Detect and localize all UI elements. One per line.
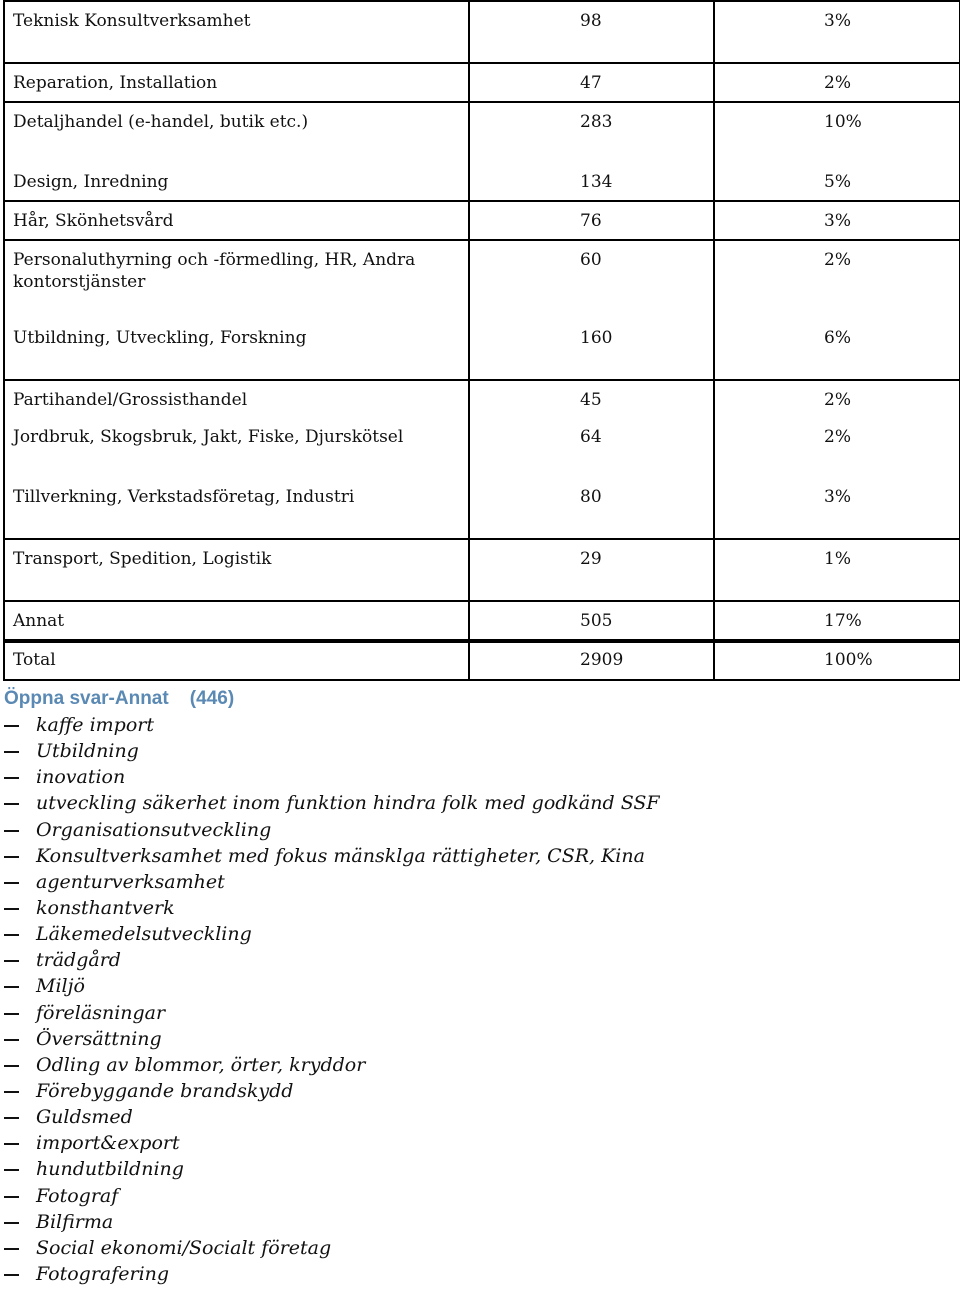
category-label-cell: [4, 1, 469, 63]
category-label: Personaluthyrning och -förmedling, HR, Andra kontorstjänster: [13, 250, 416, 292]
answer-text: Läkemedelsutveckling: [36, 923, 252, 946]
table-row: [4, 380, 960, 418]
total-label: Total: [13, 650, 56, 670]
dash-bullet-icon: [4, 856, 19, 858]
category-percent-cell: [714, 102, 960, 163]
answer-text: Organisationsutveckling: [36, 818, 272, 841]
category-label: Teknisk Konsultverksamhet: [13, 11, 251, 31]
answer-text: Fotograf: [36, 1184, 119, 1207]
category-percent: 5%: [824, 172, 851, 192]
category-percent-cell: [714, 478, 960, 539]
dash-bullet-icon: [4, 751, 19, 753]
category-count: 29: [580, 549, 602, 569]
answer-text: Konsultverksamhet med fokus mänsklga rättigheter, CSR, Kina: [36, 844, 645, 867]
total-count-cell: [469, 641, 714, 680]
category-label-cell: [4, 478, 469, 539]
answer-text: konsthantverk: [36, 896, 175, 919]
answer-text: Fotografering: [36, 1262, 170, 1285]
category-percent-cell: [714, 1, 960, 63]
category-percent-cell: [714, 201, 960, 240]
dash-bullet-icon: [4, 908, 19, 910]
category-count: 505: [580, 611, 613, 631]
table-row: [4, 539, 960, 601]
category-count: 283: [580, 112, 613, 132]
table-row: [4, 63, 960, 102]
table-row: [4, 201, 960, 240]
category-count-cell: [469, 102, 714, 163]
dash-bullet-icon: [4, 1065, 19, 1067]
category-percent: 3%: [824, 487, 851, 507]
category-count: 160: [580, 328, 613, 348]
category-percent: 3%: [824, 11, 851, 31]
category-label-cell: [4, 163, 469, 201]
answer-text: Förebyggande brandskydd: [36, 1079, 294, 1102]
dash-bullet-icon: [4, 960, 19, 962]
answer-text: Utbildning: [36, 740, 139, 763]
total-percent: 100%: [824, 650, 873, 670]
category-count: 98: [580, 11, 602, 31]
open-answers-title: Öppna svar-Annat (446): [4, 688, 235, 709]
category-label: Partihandel/Grossisthandel: [13, 390, 248, 410]
category-label: Reparation, Installation: [13, 73, 218, 93]
category-count: 76: [580, 211, 602, 231]
answer-text: import&export: [36, 1132, 180, 1155]
category-count-cell: [469, 539, 714, 601]
category-count-cell: [469, 418, 714, 478]
dash-bullet-icon: [4, 1039, 19, 1041]
category-percent: 2%: [824, 73, 851, 93]
category-percent: 2%: [824, 390, 851, 410]
dash-bullet-icon: [4, 1117, 19, 1119]
dash-bullet-icon: [4, 1274, 19, 1276]
category-percent-cell: [714, 319, 960, 380]
category-percent-cell: [714, 539, 960, 601]
category-label-cell: [4, 380, 469, 418]
category-label: Jordbruk, Skogsbruk, Jakt, Fiske, Djurskötsel: [13, 427, 404, 447]
dash-bullet-icon: [4, 1143, 19, 1145]
category-percent: 3%: [824, 211, 851, 231]
total-count: 2909: [580, 650, 624, 670]
category-count: 47: [580, 73, 602, 93]
table-row: [4, 102, 960, 163]
category-percent: 10%: [824, 112, 862, 132]
answer-text: agenturverksamhet: [36, 870, 225, 893]
answer-text: Social ekonomi/Socialt företag: [36, 1236, 332, 1259]
answer-text: Översättning: [36, 1027, 162, 1050]
total-label-cell: [4, 641, 469, 680]
category-count-cell: [469, 163, 714, 201]
category-percent: 2%: [824, 427, 851, 447]
table-row: [4, 163, 960, 201]
dash-bullet-icon: [4, 803, 19, 805]
category-label-cell: [4, 240, 469, 319]
category-count: 134: [580, 172, 613, 192]
category-count-cell: [469, 380, 714, 418]
category-label: Hår, Skönhetsvård: [13, 211, 174, 231]
answer-text: hundutbildning: [36, 1158, 184, 1181]
category-count-cell: [469, 478, 714, 539]
answer-text: trädgård: [36, 949, 121, 972]
category-count: 45: [580, 390, 602, 410]
category-percent-cell: [714, 380, 960, 418]
category-label-cell: [4, 201, 469, 240]
category-count-cell: [469, 201, 714, 240]
category-percent: 2%: [824, 250, 851, 270]
industry-stats-table: [3, 0, 960, 681]
answer-text: Odling av blommor, örter, kryddor: [36, 1053, 366, 1076]
category-count-cell: [469, 1, 714, 63]
category-count: 60: [580, 250, 602, 270]
dash-bullet-icon: [4, 1169, 19, 1171]
category-count-cell: [469, 63, 714, 102]
dash-bullet-icon: [4, 1013, 19, 1015]
dash-bullet-icon: [4, 1091, 19, 1093]
answer-text: utveckling säkerhet inom funktion hindra folk med godkänd SSF: [36, 792, 660, 815]
table-row: [4, 478, 960, 539]
answer-text: kaffe import: [36, 714, 154, 736]
answer-text: Bilfirma: [36, 1210, 114, 1233]
category-percent: 6%: [824, 328, 851, 348]
dash-bullet-icon: [4, 777, 19, 779]
category-count: 64: [580, 427, 602, 447]
category-percent-cell: [714, 163, 960, 201]
answer-text: Guldsmed: [36, 1106, 133, 1129]
dash-bullet-icon: [4, 1222, 19, 1224]
total-percent-cell: [714, 641, 960, 680]
dash-bullet-icon: [4, 882, 19, 884]
category-percent-cell: [714, 601, 960, 641]
category-label-cell: [4, 63, 469, 102]
category-label-cell: [4, 102, 469, 163]
total-row: [4, 641, 960, 680]
category-percent-cell: [714, 240, 960, 319]
category-label: Design, Inredning: [13, 172, 169, 192]
table-row: [4, 240, 960, 319]
table-row: [4, 418, 960, 478]
dash-bullet-icon: [4, 1248, 19, 1250]
category-label-cell: [4, 418, 469, 478]
category-count-cell: [469, 601, 714, 641]
category-label: Utbildning, Utveckling, Forskning: [13, 328, 307, 348]
table-row: [4, 1, 960, 63]
category-label: Tillverkning, Verkstadsföretag, Industri: [13, 487, 355, 507]
category-count-cell: [469, 240, 714, 319]
category-label-cell: [4, 539, 469, 601]
dash-bullet-icon: [4, 830, 19, 832]
category-count: 80: [580, 487, 602, 507]
category-label: Transport, Spedition, Logistik: [13, 549, 272, 569]
table-row: [4, 601, 960, 641]
dash-bullet-icon: [4, 1196, 19, 1198]
category-label: Detaljhandel (e-handel, butik etc.): [13, 112, 309, 132]
category-percent-cell: [714, 63, 960, 102]
category-label-cell: [4, 319, 469, 380]
category-percent: 17%: [824, 611, 862, 631]
answer-text: föreläsningar: [36, 1001, 166, 1024]
category-count-cell: [469, 319, 714, 380]
dash-bullet-icon: [4, 986, 19, 988]
answer-text: Miljö: [36, 975, 85, 998]
answer-text: inovation: [36, 766, 126, 789]
table-row: [4, 319, 960, 380]
category-percent: 1%: [824, 549, 851, 569]
category-percent-cell: [714, 418, 960, 478]
category-label: Annat: [13, 611, 65, 631]
category-label-cell: [4, 601, 469, 641]
dash-bullet-icon: [4, 934, 19, 936]
dash-bullet-icon: [4, 725, 19, 727]
